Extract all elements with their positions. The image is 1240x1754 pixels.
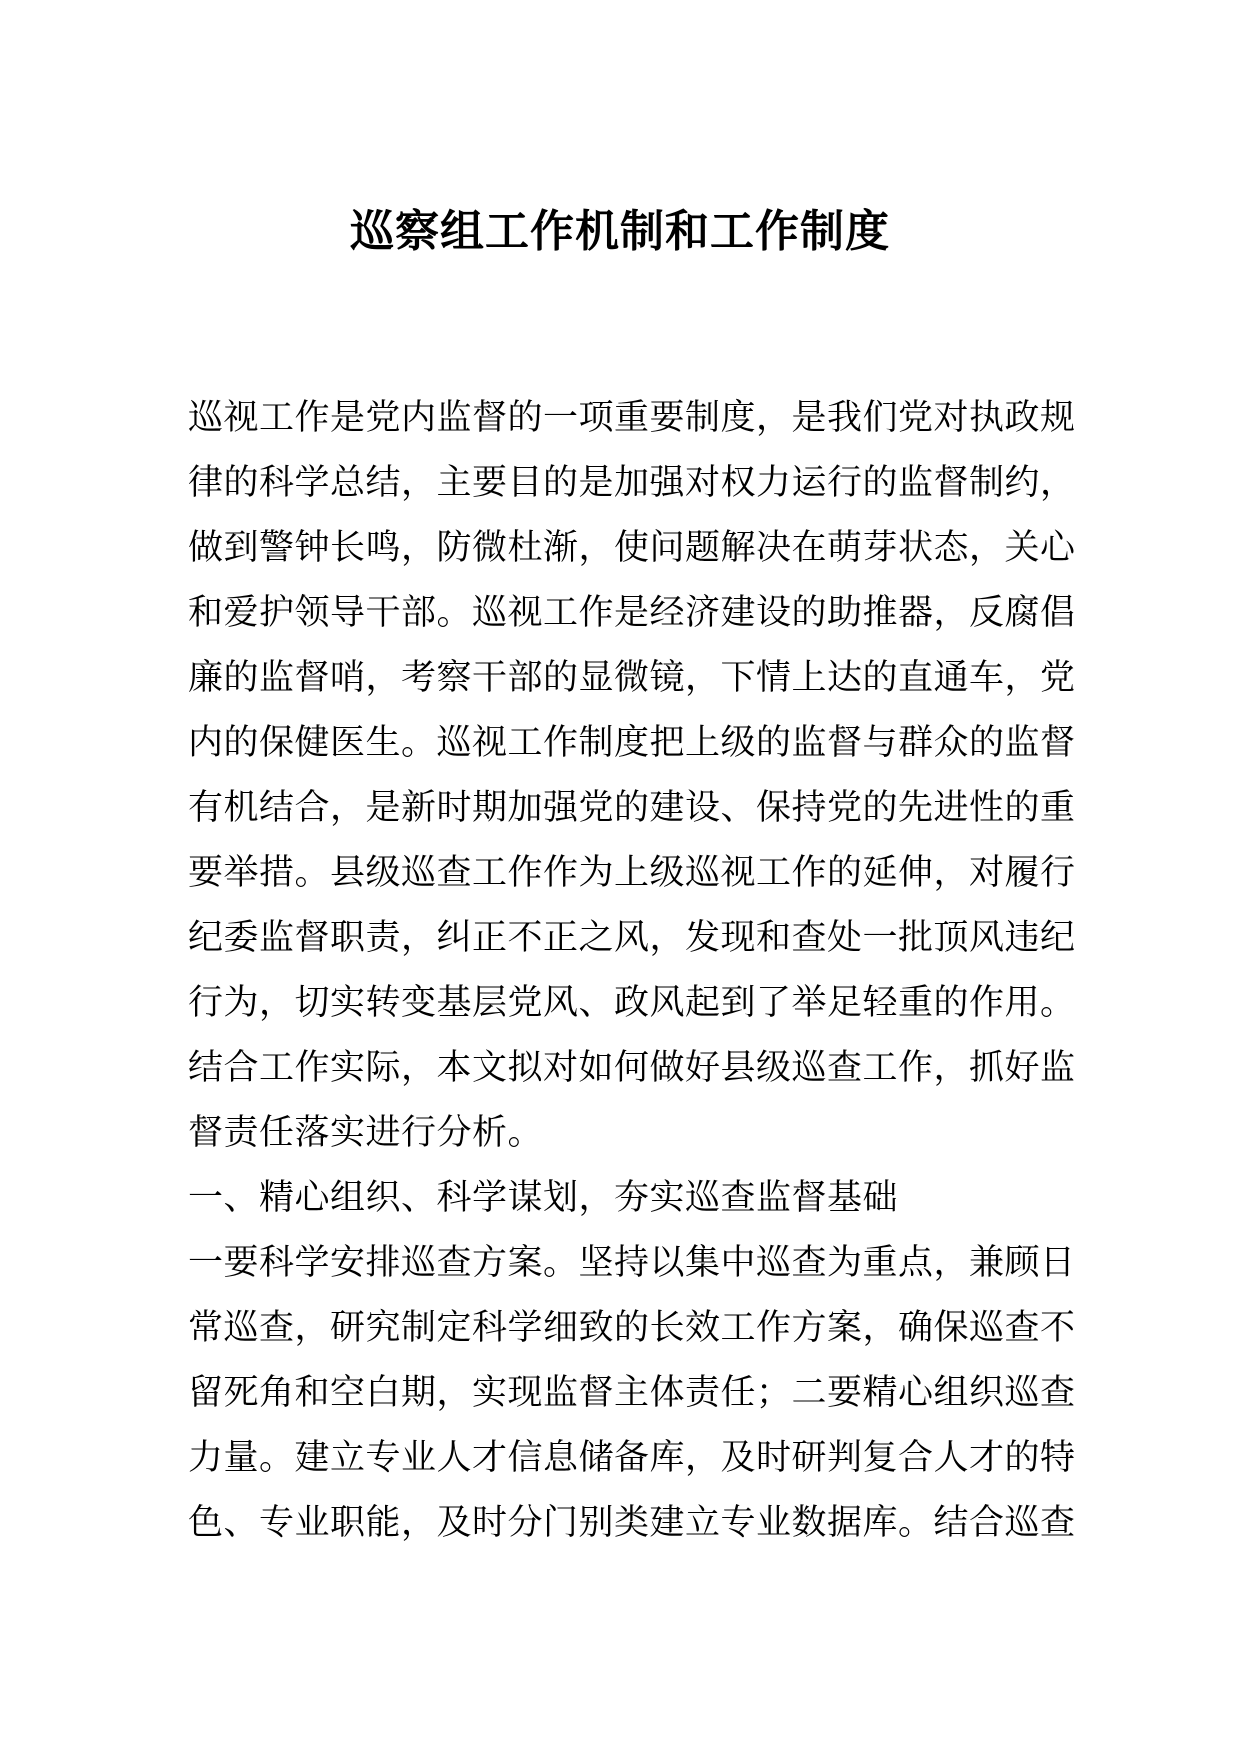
body-line: 要举措。县级巡查工作作为上级巡视工作的延伸，对履行 [188, 853, 1076, 893]
body-line: 督责任落实进行分析。 [188, 1113, 544, 1153]
body-line: 留死角和空白期，实现监督主体责任；二要精心组织巡查 [188, 1373, 1076, 1413]
body-line: 行为，切实转变基层党风、政风起到了举足轻重的作用。 [188, 983, 1076, 1023]
body-line: 色、专业职能，及时分门别类建立专业数据库。结合巡查 [188, 1503, 1076, 1543]
body-line: 有机结合，是新时期加强党的建设、保持党的先进性的重 [188, 788, 1076, 828]
body-line: 做到警钟长鸣，防微杜渐，使问题解决在萌芽状态，关心 [188, 528, 1076, 568]
document-title: 巡察组工作机制和工作制度 [350, 206, 890, 257]
body-line: 一要科学安排巡查方案。坚持以集中巡查为重点，兼顾日 [188, 1243, 1076, 1283]
body-line: 和爱护领导干部。巡视工作是经济建设的助推器，反腐倡 [188, 593, 1076, 633]
body-line: 纪委监督职责，纠正不正之风，发现和查处一批顶风违纪 [188, 918, 1076, 958]
body-line: 常巡查，研究制定科学细致的长效工作方案，确保巡查不 [188, 1308, 1076, 1348]
body-line: 内的保健医生。巡视工作制度把上级的监督与群众的监督 [188, 723, 1076, 763]
body-line: 巡视工作是党内监督的一项重要制度，是我们党对执政规 [188, 398, 1076, 438]
body-line: 廉的监督哨，考察干部的显微镜，下情上达的直通车，党 [188, 658, 1076, 698]
document-body [188, 386, 1076, 1556]
body-line: 结合工作实际，本文拟对如何做好县级巡查工作，抓好监 [188, 1048, 1076, 1088]
body-line: 律的科学总结，主要目的是加强对权力运行的监督制约， [188, 463, 1076, 503]
body-line: 力量。建立专业人才信息储备库，及时研判复合人才的特 [188, 1438, 1076, 1478]
section-heading: 一、精心组织、科学谋划，夯实巡查监督基础 [188, 1178, 899, 1218]
